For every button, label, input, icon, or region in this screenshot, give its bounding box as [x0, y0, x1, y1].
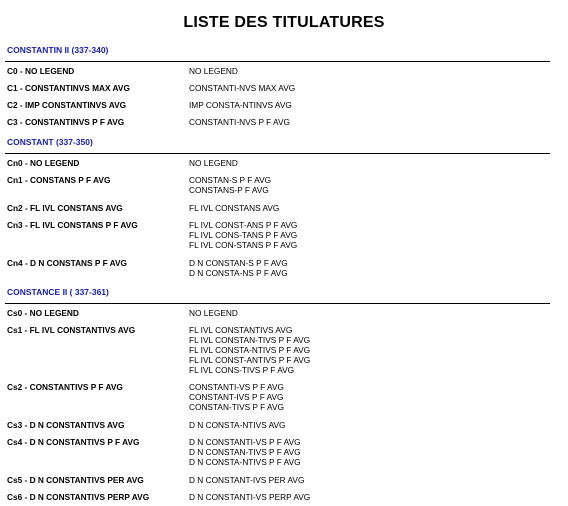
legend-variant: CONSTAN-S P F AVG — [189, 175, 272, 185]
legend-variant: FL IVL CONSTAN-TIVS P F AVG — [189, 335, 311, 346]
legend-variant: IMP CONSTA-NTINVS AVG — [189, 100, 292, 110]
legend-variant: CONSTANTI-NVS MAX AVG — [189, 83, 296, 93]
legend-variants — [189, 475, 304, 485]
titulature-code: Cs4 - D N CONSTANTIVS P F AVG — [7, 437, 140, 447]
legend-variants — [189, 437, 301, 467]
titulature-code: Cn2 - FL IVL CONSTANS AVG — [7, 203, 123, 213]
legend-variant: FL IVL CONS-TANS P F AVG — [189, 230, 298, 241]
legend-variants — [189, 158, 238, 168]
legend-variants — [189, 220, 297, 250]
titulature-code: C0 - NO LEGEND — [7, 66, 75, 76]
legend-variant: D N CONSTA-NTIVS P F AVG — [189, 457, 301, 468]
legend-variant: FL IVL CON-STANS P F AVG — [189, 240, 298, 251]
legend-variant: CONSTANT-IVS P F AVG — [189, 392, 284, 403]
section-divider — [5, 61, 550, 62]
legend-variant: NO LEGEND — [189, 308, 238, 318]
titulature-code: Cs0 - NO LEGEND — [7, 308, 79, 318]
section-heading: CONSTANTIN II (337-340) — [7, 45, 109, 55]
titulature-code: Cs2 - CONSTANTIVS P F AVG — [7, 382, 123, 392]
section-divider — [5, 303, 550, 304]
legend-variant: CONSTANTI-VS P F AVG — [189, 382, 284, 392]
section-heading: CONSTANT (337-350) — [7, 137, 93, 147]
legend-variants — [189, 492, 310, 502]
titulature-code: Cs1 - FL IVL CONSTANTIVS AVG — [7, 325, 136, 335]
legend-variant: CONSTAN-TIVS P F AVG — [189, 402, 284, 413]
titulature-code: C2 - IMP CONSTANTINVS AVG — [7, 100, 127, 110]
legend-variants — [189, 420, 286, 430]
legend-variants — [189, 100, 292, 110]
legend-variant: D N CONSTANTI-VS PERP AVG — [189, 492, 311, 502]
legend-variant: D N CONSTA-NTIVS AVG — [189, 420, 286, 430]
legend-variant: NO LEGEND — [189, 66, 238, 76]
legend-variants — [189, 325, 310, 375]
titulature-code: Cn4 - D N CONSTANS P F AVG — [7, 258, 128, 268]
legend-variant: D N CONSTAN-TIVS P F AVG — [189, 447, 301, 458]
legend-variant: CONSTANS-P F AVG — [189, 185, 269, 196]
legend-variant: FL IVL CONS-TIVS P F AVG — [189, 365, 295, 376]
legend-variant: FL IVL CONSTA-NTIVS P F AVG — [189, 345, 311, 356]
legend-variants — [189, 308, 238, 318]
titulature-code: Cn1 - CONSTANS P F AVG — [7, 175, 111, 185]
page-title: LISTE DES TITULATURES — [183, 14, 385, 31]
legend-variants — [189, 66, 238, 76]
legend-variant: CONSTANTI-NVS P F AVG — [189, 117, 290, 127]
legend-variant: FL IVL CONST-ANTIVS P F AVG — [189, 355, 311, 366]
titulature-code: Cs5 - D N CONSTANTIVS PER AVG — [7, 475, 144, 485]
titulature-code: Cs3 - D N CONSTANTIVS AVG — [7, 420, 125, 430]
legend-variant: FL IVL CONST-ANS P F AVG — [189, 220, 298, 230]
legend-variant: D N CONSTA-NS P F AVG — [189, 268, 288, 279]
legend-variant: FL IVL CONSTANTIVS AVG — [189, 325, 293, 335]
legend-variant: D N CONSTANT-IVS PER AVG — [189, 475, 305, 485]
titulature-code: Cs6 - D N CONSTANTIVS PERP AVG — [7, 492, 150, 502]
legend-variants — [189, 83, 295, 93]
legend-variant: NO LEGEND — [189, 158, 238, 168]
legend-variants — [189, 175, 271, 195]
titulature-code: C3 - CONSTANTINVS P F AVG — [7, 117, 125, 127]
legend-variants — [189, 382, 284, 412]
section-divider — [5, 153, 550, 154]
section-heading: CONSTANCE II ( 337-361) — [7, 287, 109, 297]
titulature-code: C1 - CONSTANTINVS MAX AVG — [7, 83, 130, 93]
legend-variants — [189, 258, 288, 278]
legend-variant: FL IVL CONSTANS AVG — [189, 203, 280, 213]
legend-variants — [189, 117, 290, 127]
titulature-code: Cn0 - NO LEGEND — [7, 158, 80, 168]
legend-variant: D N CONSTANTI-VS P F AVG — [189, 437, 301, 447]
legend-variant: D N CONSTAN-S P F AVG — [189, 258, 288, 268]
legend-variants — [189, 203, 279, 213]
titulature-code: Cn3 - FL IVL CONSTANS P F AVG — [7, 220, 138, 230]
